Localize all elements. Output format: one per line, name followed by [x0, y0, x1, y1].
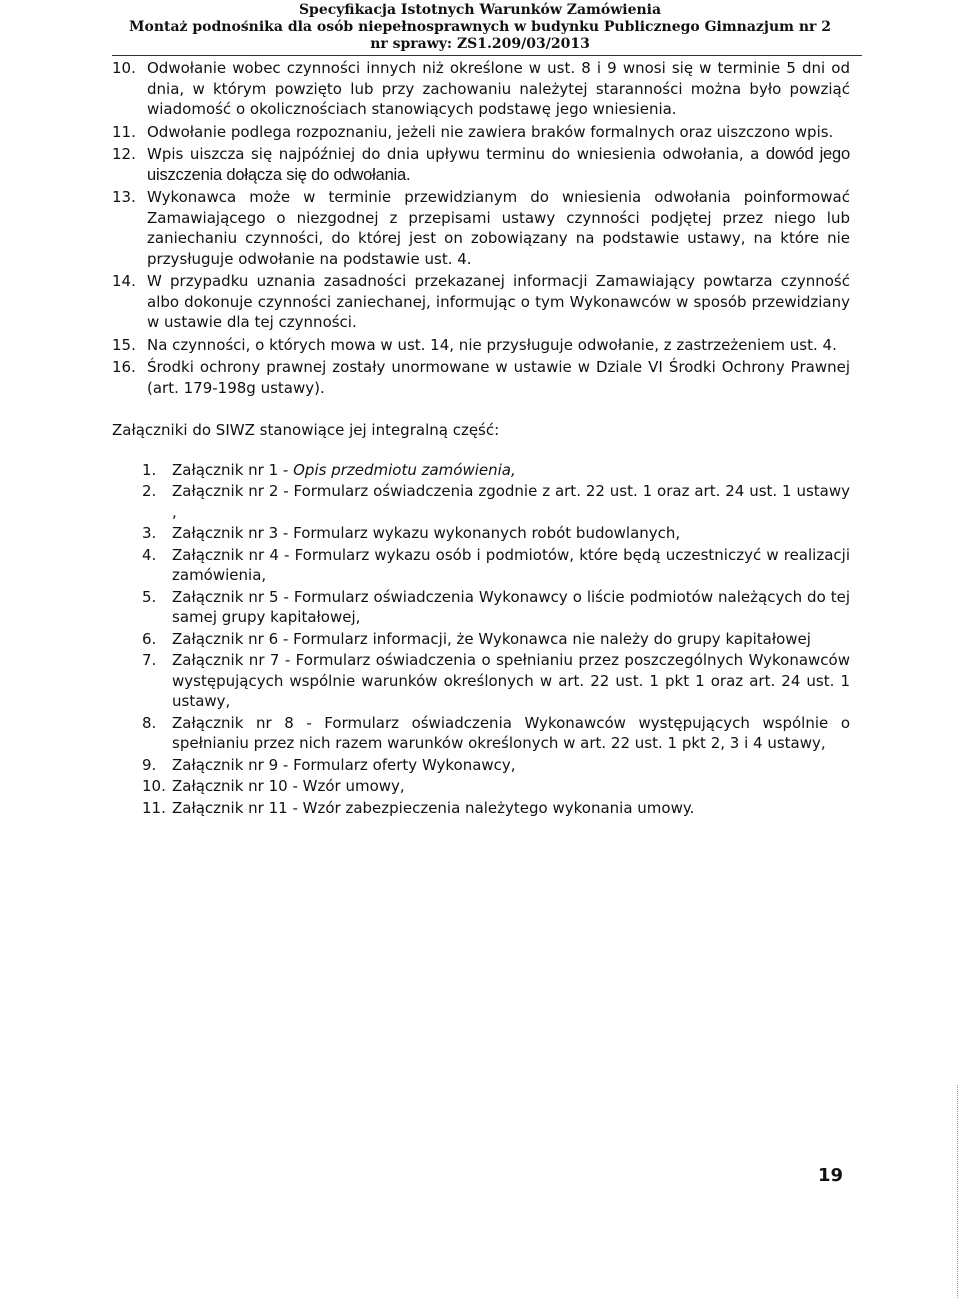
list-item-appeal-10	[112, 58, 850, 120]
item-number: 10.	[112, 59, 136, 77]
item-number: 8.	[142, 713, 157, 732]
list-item-attachment-9	[142, 755, 850, 776]
item-number: 11.	[112, 122, 136, 141]
list-item-attachment-2	[142, 481, 850, 522]
list-item-attachment-4	[142, 545, 850, 586]
header-subject: Montaż podnośnika dla osób niepełnosprawnych w budynku Publicznego Gimnazjum nr 2	[128, 19, 831, 35]
list-item-attachment-6	[142, 629, 850, 650]
item-text: Wpis uiszcza się najpóźniej do dnia upływu terminu do wniesienia odwołania, a	[147, 145, 760, 163]
item-text-group	[172, 460, 850, 481]
item-number: 13.	[112, 188, 136, 206]
item-number: 5.	[142, 587, 157, 606]
header-case-number: nr sprawy: ZS1.209/03/2013	[370, 36, 590, 52]
item-text-group	[147, 144, 850, 185]
list-item-attachment-7	[142, 650, 850, 712]
item-text: Załącznik nr 5 - Formularz oświadczenia Wykonawcy o liście podmiotów należących do tej samej grupy kapitałowej,	[172, 587, 850, 626]
header-title: Specyfikacja Istotnych Warunków Zamówienia	[298, 2, 662, 18]
item-text: Załącznik nr 7 - Formularz oświadczenia o spełnianiu przez poszczególnych Wykonawców występujących wspólnie warunków określonych w art. 22 ust. 1 pkt 1 oraz art. 24 ust. 1 ustawy,	[172, 651, 850, 710]
item-text: Załącznik nr 11 - Wzór zabezpieczenia należytego wykonania umowy.	[172, 798, 695, 817]
item-text: Wykonawca może w terminie przewidzianym do wniesienia odwołania poinformować Zamawiającego o niezgodnej z przepisami ustawy czynności podjętej przez niego lub zaniechaniu czynności, do której jest on zobowiązany na podstawie ustawy, na które nie przysługuje odwołanie na podstawie ust. 4.	[147, 188, 850, 268]
item-number: 6.	[142, 629, 157, 648]
document-header	[0, 2, 960, 53]
item-text: Na czynności, o których mowa w ust. 14, nie przysługuje odwołanie, z zastrzeżeniem ust. 4.	[147, 335, 837, 354]
list-item-appeal-11	[112, 122, 850, 143]
list-item-attachment-1	[142, 460, 850, 481]
item-text: Załącznik nr 4 - Formularz wykazu osób i podmiotów, które będą uczestniczyć w realizacji zamówienia,	[172, 545, 850, 584]
item-text: Załącznik nr 1 -	[172, 460, 294, 479]
list-item-attachment-11	[142, 798, 850, 819]
item-text: Załącznik nr 9 - Formularz oferty Wykonawcy,	[172, 755, 516, 774]
item-text: Załącznik nr 6 - Formularz informacji, że Wykonawca nie należy do grupy kapitałowej	[172, 629, 811, 648]
list-item-attachment-3	[142, 523, 850, 544]
document-body	[112, 58, 850, 819]
item-text: Załącznik nr 3 - Formularz wykazu wykonanych robót budowlanych,	[172, 524, 681, 542]
item-text-italic: Opis przedmiotu zamówienia,	[293, 460, 516, 479]
list-item-appeal-16	[112, 357, 850, 398]
item-number: 3.	[142, 524, 157, 542]
item-number: 14.	[112, 272, 136, 290]
list-item-appeal-14	[112, 271, 850, 333]
item-text-emphasis: dowód jego uiszczenia dołącza się do odwołania.	[147, 145, 850, 184]
item-text: Odwołanie wobec czynności innych niż określone w ust. 8 i 9 wnosi się w terminie 5 dni od dnia, w którym powzięto lub przy zachowaniu należytej staranności można było powziąć wiadomość o okolicznościach stanowiących podstawę jego wniesienia.	[147, 59, 850, 118]
attachments-heading: Załączniki do SIWZ stanowiące jej integralną część:	[112, 421, 500, 439]
item-text: Odwołanie podlega rozpoznaniu, jeżeli nie zawiera braków formalnych oraz uiszczono wpis.	[147, 122, 834, 141]
item-number: 10.	[142, 777, 166, 795]
item-text: Środki ochrony prawnej zostały unormowane w ustawie w Dziale VI Środki Ochrony Prawnej (art. 179-198g ustawy).	[147, 358, 850, 397]
list-item-appeal-12	[112, 144, 850, 185]
list-item-appeal-15	[112, 335, 850, 356]
item-text: Załącznik nr 2 - Formularz oświadczenia zgodnie z art. 22 ust. 1 oraz art. 24 ust. 1 ustawy ,	[172, 482, 850, 521]
list-item-appeal-13	[112, 187, 850, 269]
item-number: 16.	[112, 358, 136, 376]
item-number: 7.	[142, 651, 157, 669]
item-number: 11.	[142, 798, 166, 817]
list-item-attachment-8	[142, 713, 850, 754]
item-text: Załącznik nr 8 - Formularz oświadczenia Wykonawców występujących wspólnie o spełnianiu przez nich razem warunków określonych w art. 22 ust. 1 pkt 2, 3 i 4 ustawy,	[172, 713, 850, 752]
item-number: 15.	[112, 335, 136, 354]
list-item-attachment-5	[142, 587, 850, 628]
item-number: 2.	[142, 482, 157, 500]
item-text: W przypadku uznania zasadności przekazanej informacji Zamawiający powtarza czynność albo dokonuje czynności zaniechanej, informując o tym Wykonawców w sposób przewidziany w ustawie dla tej czynności.	[147, 272, 850, 331]
item-number: 9.	[142, 755, 157, 774]
scan-edge-line	[957, 1085, 958, 1298]
header-divider	[112, 55, 862, 56]
attachments-list	[142, 460, 850, 819]
item-number: 4.	[142, 545, 157, 564]
item-text: Załącznik nr 10 - Wzór umowy,	[172, 777, 405, 795]
item-number: 12.	[112, 145, 136, 163]
list-item-attachment-10	[142, 776, 850, 797]
item-number: 1.	[142, 460, 157, 479]
page-number: 19	[818, 1165, 844, 1186]
